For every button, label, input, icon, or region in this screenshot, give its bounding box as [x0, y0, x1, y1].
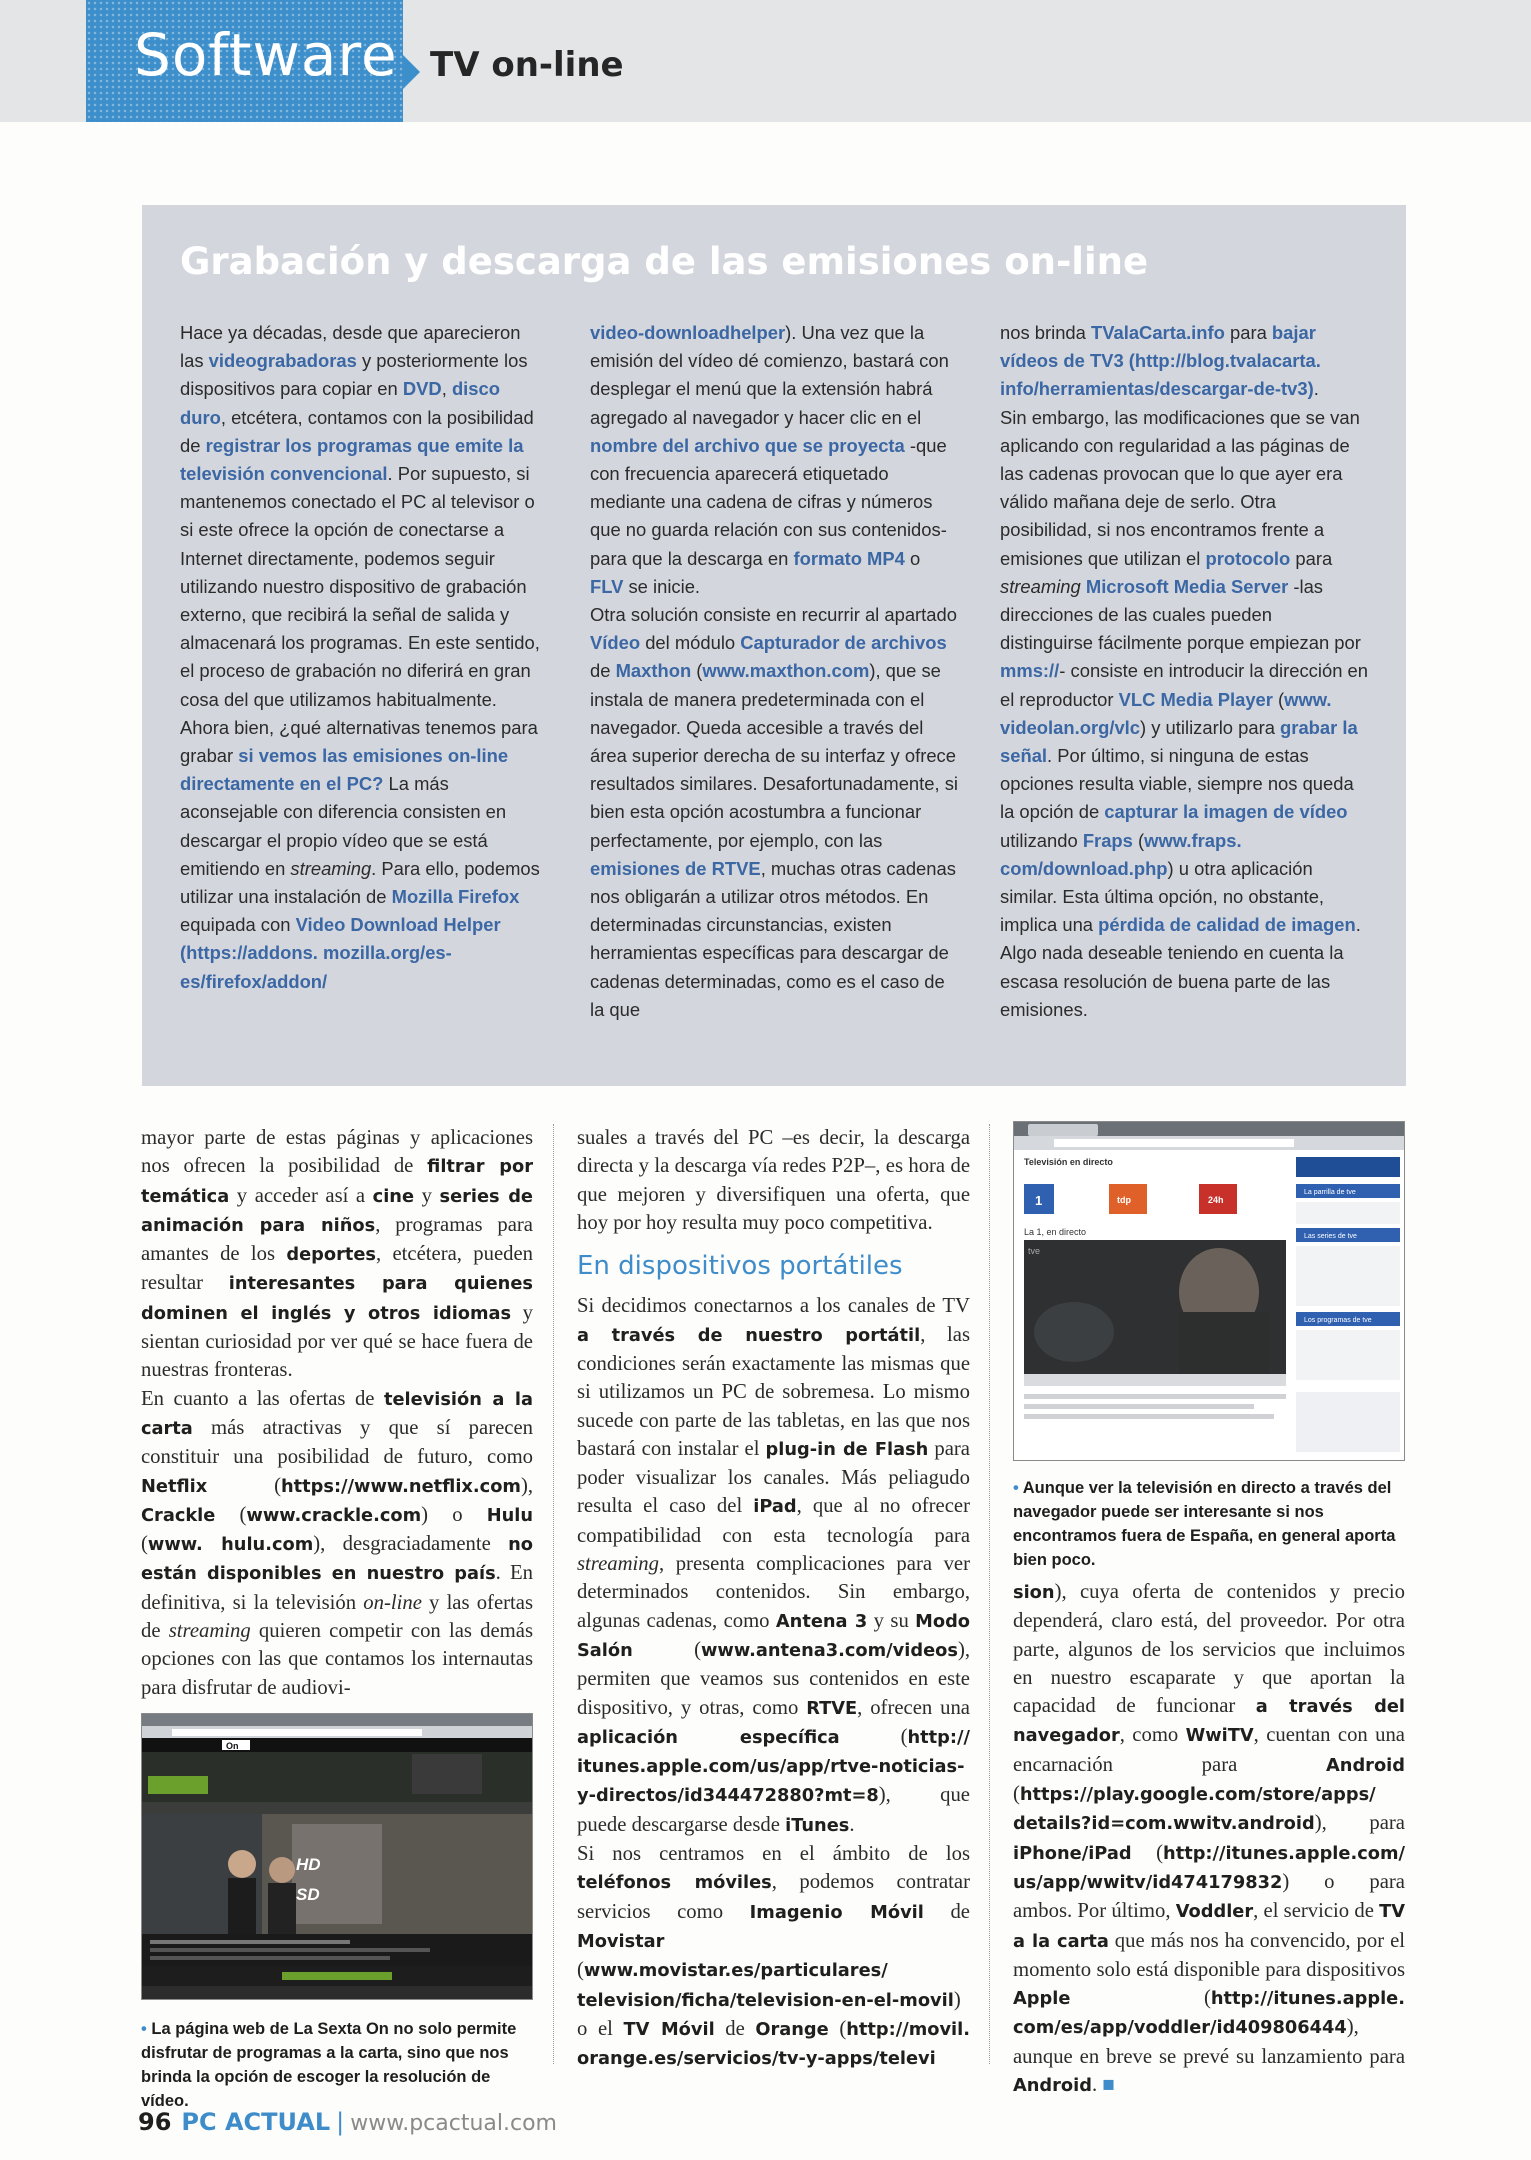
paragraph [577, 1124, 970, 1237]
text-run: ( [839, 1725, 908, 1748]
text-run: ), permiten que veamos sus contenidos en este dispositivo, y otras, como [577, 1638, 970, 1719]
bold-term: Imagenio Móvil [749, 1901, 924, 1923]
keyword: formato MP4 [793, 547, 905, 569]
page-footer [138, 2110, 557, 2135]
bold-term: interesantes para quienes dominen el inglés y otros idiomas [141, 1273, 533, 1324]
keyword: www.fraps. com/download.php [1000, 829, 1242, 879]
bold-term: https://play.google.com/store/apps/ details?id=com.wwitv.android [1013, 1784, 1376, 1835]
paragraph [180, 714, 548, 996]
text-run: ( [207, 1474, 281, 1497]
bold-term: www.antena3.com/videos [700, 1639, 958, 1661]
text-run: ( [828, 2017, 847, 2040]
bold-term: Hulu [486, 1504, 533, 1526]
bold-term: no están disponibles en nuestro país [141, 1534, 533, 1585]
text-run: ), cuya oferta de contenidos y precio dependerá, claro está, del proveedor. Por otra parte, algunos de los servicios que incluimos en nuestro escaparate y que aportan la capacidad de funcionar [1013, 1581, 1405, 1718]
keyword: TValaCarta.info [1091, 322, 1225, 343]
box-title: Grabación y descarga de las emisiones on-line [180, 240, 1149, 283]
section-arrow-icon [403, 55, 420, 89]
hd-option: HD [296, 1855, 321, 1874]
tve-channel-3: 24h [1208, 1195, 1224, 1205]
keyword: registrar los programas que emite la televisión convencional [180, 434, 524, 485]
keyword: Video Download Helper [295, 914, 501, 936]
keyword: Mozilla Firefox [391, 886, 520, 908]
magazine-name: PC ACTUAL [181, 2108, 331, 2136]
bold-term: cine [372, 1185, 415, 1207]
keyword: capturar la imagen de vídeo [1104, 801, 1348, 823]
caption-bullet-icon: • [1013, 1479, 1023, 1497]
text-run: equipada con [180, 914, 296, 936]
subsection-title: TV on-line [430, 45, 624, 85]
text-run: , que al no ofrecer compatibilidad con esta tecnología para [577, 1495, 970, 1547]
bold-term: sion [1013, 1582, 1055, 1603]
paragraph [1000, 319, 1368, 404]
article-column-2-intro [577, 1124, 970, 1237]
text-run: , programas para amantes de los [141, 1213, 533, 1266]
bold-term: Crackle [141, 1504, 216, 1526]
text-run: ), que se instala de manera predeterminada con el navegador. Queda accesible a través del área superior derecha de su interfaz y ofrece resultados similares. Desafortunadamente, si bien esta opción acostumbra a funcionar perfectamente, por ejemplo, con las [590, 660, 958, 851]
text-run: . Por último, si ninguna de estas opciones resulta viable, siempre nos queda la opción de [1000, 745, 1354, 823]
text-run: . Algo nada deseable teniendo en cuenta la escasa resolución de buena parte de las emisiones. [1000, 914, 1361, 1020]
text-run: y las ofertas de [141, 1591, 533, 1643]
bold-term: plug-in de Flash [765, 1438, 929, 1460]
bold-term: aplicación específica [577, 1726, 840, 1748]
italic-term: streaming [577, 1553, 659, 1576]
magazine-url: www.pcactual.com [350, 2111, 557, 2136]
sd-option: SD [296, 1885, 320, 1904]
bold-term: iPhone/iPad [1013, 1842, 1132, 1864]
text-run: de [714, 2017, 756, 2040]
italic-term: streaming [290, 857, 372, 879]
text-run: Sin embargo, las modificaciones que se van aplicando con regularidad a las páginas de las cadenas provocan que lo que ayer era válido mañana deje de serlo. Otra posibilidad, si nos encontramos frente a emisiones que utilizan el [1000, 406, 1360, 569]
text-run: , muchas otras cadenas nos obligarán a utilizar otros métodos. En determinadas circunstancias, existen herramientas específicas para descargar de cadenas determinadas, como es el caso de la que [590, 857, 956, 1020]
bold-term: http://itunes.apple.com/ us/app/wwitv/id474179832 [1013, 1842, 1405, 1893]
section-heading: En dispositivos portátiles [577, 1251, 903, 1282]
text-run: , etcétera, pueden resultar [141, 1243, 533, 1295]
text-run: . [1091, 2074, 1103, 2097]
text-run: - consiste en introducir la dirección en el reproductor [1000, 660, 1368, 710]
tve-screenshot [1013, 1121, 1405, 1461]
text-run: , ofrecen una [857, 1696, 970, 1719]
lasexta-caption [141, 2017, 533, 2113]
paragraph [590, 601, 958, 1024]
caption-bullet-icon: • [141, 2020, 152, 2038]
paragraph [180, 319, 548, 714]
paragraph [1000, 404, 1368, 1024]
column-divider [553, 1124, 554, 2064]
text-run: nos brinda [1000, 322, 1091, 343]
text-run: , podemos contratar servicios como [577, 1871, 970, 1923]
text-run: ( [1272, 688, 1285, 710]
tve-caption [1013, 1476, 1408, 1572]
keyword: Maxthon [615, 660, 692, 682]
keyword: bajar vídeos de TV3 [1000, 322, 1316, 372]
text-run: para [1224, 322, 1272, 343]
keyword: protocolo [1205, 547, 1291, 569]
keyword: video-downloadhelper [590, 322, 786, 343]
text-run: ( [141, 1533, 148, 1556]
text-run: o [904, 547, 921, 569]
keyword: Fraps [1082, 829, 1133, 851]
text-run: se inicie. [623, 575, 701, 597]
bold-term: Modo Salón [577, 1610, 971, 1661]
keyword: si vemos las emisiones on-line directamente en el PC? [180, 745, 509, 795]
text-run: -las direcciones de las cuales pueden distinguirse fácilmente porque empiezan por [1000, 575, 1361, 654]
text-run: ), que puede descargarse desde [577, 1784, 970, 1836]
tve-live-label: La 1, en directo [1024, 1227, 1087, 1237]
text-run: de [923, 1900, 970, 1923]
article-column-1 [141, 1124, 533, 1702]
text-run: y posteriormente los dispositivos para copiar en [180, 350, 528, 400]
bold-term: filtrar por temática [141, 1156, 533, 1207]
bold-term: TV Móvil [623, 2018, 715, 2040]
article-column-2 [577, 1124, 970, 2073]
bold-term: http://itunes.apple. com/es/app/voddler/id409806444 [1013, 1988, 1405, 2039]
text-run: más atractivas y que sí parecen constituir una posibilidad de futuro, como [141, 1416, 533, 1469]
keyword: VLC Media Player [1118, 688, 1273, 710]
bold-term: www. hulu.com [147, 1534, 314, 1556]
text-run: ), aunque en breve se prevé su lanzamiento para [1013, 2016, 1405, 2068]
keyword: disco duro [180, 378, 500, 428]
text-run: utilizando [1000, 829, 1083, 851]
sidebar-box [142, 205, 1406, 1086]
bold-term: televisión a la carta [141, 1388, 533, 1439]
bold-term: iPad [753, 1496, 797, 1518]
text-run: ( [1070, 1987, 1211, 2010]
end-mark-icon: ■ [1102, 2074, 1115, 2097]
text-run: ( [1132, 829, 1145, 851]
text-run: para poder visualizar los canales. Más peliagudo resulta el caso del [577, 1437, 970, 1518]
text-run: que más nos ha convencido, por el momento solo está disponible para dispositivos [1013, 1929, 1405, 1981]
text-run: ( [1013, 1783, 1020, 1806]
text-run: , presenta complicaciones para ver determinados contenidos. Sin embargo, algunas cadenas, como [577, 1553, 970, 1632]
text-run: ( [691, 660, 703, 682]
bold-term: www.movistar.es/particulares/ television/ficha/television-en-el-movil [577, 1960, 954, 2011]
text-run: quieren competir con las demás opciones con las que contamos los internautas para disfrutar de audiovi- [141, 1620, 533, 1699]
keyword: nombre del archivo que se proyecta [590, 434, 905, 456]
text-run: , [441, 378, 452, 400]
footer-separator: | [336, 2108, 345, 2136]
tve-logo: tve [1028, 1246, 1041, 1256]
text-run: ) o el [577, 1988, 961, 2040]
text-run: . Para ello, podemos utilizar una instalación de [180, 857, 540, 908]
text-run: ) o para ambos. Por último, [1013, 1870, 1405, 1923]
bold-term: a través de nuestro portátil [577, 1324, 921, 1346]
lasexta-caption-text: La página web de La Sexta On no solo permite disfrutar de programas a la carta, sino que nos brinda la opción de escoger la resolución de vídeo. [141, 2020, 517, 2110]
text-run: y acceder así a [229, 1184, 373, 1207]
bold-term: RTVE [806, 1697, 858, 1719]
article-column-2-body [577, 1292, 970, 2073]
keyword: grabar la señal [1000, 716, 1358, 767]
lasexta-screenshot-image [142, 1714, 533, 2000]
keyword: pérdida de calidad de imagen [1098, 914, 1356, 936]
bold-term: TV a la carta [1013, 1901, 1405, 1952]
text-run: ( [632, 1638, 701, 1661]
text-run: ), desgraciadamente [313, 1533, 509, 1556]
text-run: y sientan curiosidad por ver qué se hace fuera de nuestras fronteras. [141, 1301, 533, 1382]
bold-term: teléfonos móviles [577, 1872, 772, 1894]
paragraph [577, 1840, 970, 2073]
column-divider [989, 1124, 990, 2064]
text-run: de [590, 660, 616, 682]
text-run: ), [520, 1474, 533, 1497]
text-run: En cuanto a las ofertas de [141, 1387, 384, 1410]
bold-term: iTunes [785, 1814, 850, 1836]
tve-side-3: Los programas de tve [1304, 1317, 1372, 1324]
keyword: emisiones de RTVE [590, 857, 761, 879]
text-run: mayor parte de estas páginas y aplicaciones nos ofrecen la posibilidad de [141, 1127, 533, 1178]
keyword: Capturador de archivos [740, 632, 947, 654]
text-run: ( [1131, 1841, 1164, 1864]
section-title: Software [134, 21, 398, 89]
text-run: ) y utilizarlo para [1140, 716, 1281, 738]
keyword: mms:// [1000, 660, 1060, 682]
text-run: Ahora bien, ¿qué alternativas tenemos para grabar [180, 716, 538, 767]
keyword: www. videolan.org/vlc [1000, 688, 1332, 738]
text-run: , el servicio de [1253, 1900, 1380, 1923]
keyword: Microsoft Media Server [1085, 575, 1289, 597]
italic-term: streaming [1000, 575, 1081, 597]
lasexta-logo: On [226, 1741, 239, 1751]
bold-term: Orange [755, 2018, 829, 2040]
keyword: Vídeo [590, 632, 641, 654]
paragraph [577, 1292, 970, 1840]
text-run: -que con frecuencia aparecerá etiquetado mediante una cadena de cifras y números que no guarda relación con sus contenidos- para que la descarga en [590, 434, 947, 569]
text-run: ) u otra aplicación similar. Esta última opción, no obstante, implica una [1000, 857, 1325, 936]
bold-term: Android [1326, 1754, 1405, 1776]
keyword: videograbadoras [208, 350, 357, 372]
bold-term: deportes [286, 1244, 377, 1266]
text-run: Si decidimos conectarnos a los canales de TV [577, 1295, 970, 1318]
keyword: www.maxthon.com [702, 660, 870, 682]
text-run: para [1290, 547, 1333, 569]
text-run: , cuentan con una encarnación para [1013, 1724, 1405, 1776]
text-run: ( [215, 1503, 247, 1526]
box-column-3 [1000, 319, 1368, 1024]
text-run: Si nos centramos en el ámbito de los [577, 1843, 970, 1866]
page-number: 96 [138, 2108, 172, 2136]
bold-term: Antena 3 [775, 1610, 868, 1632]
text-run: , etcétera, contamos con la posibilidad de [180, 406, 534, 456]
paragraph [141, 1124, 533, 1385]
italic-term: streaming [168, 1620, 251, 1643]
bold-term: https://www.netflix.com [280, 1475, 521, 1497]
tve-channel-1: 1 [1035, 1193, 1043, 1208]
keyword: FLV [590, 575, 624, 597]
box-column-2 [590, 319, 958, 1024]
text-run: Hace ya décadas, desde que aparecieron las [180, 322, 521, 372]
tve-page-title: Televisión en directo [1024, 1157, 1113, 1167]
text-run: del módulo [640, 632, 741, 654]
text-run: , como [1119, 1724, 1186, 1747]
bold-term: http:// itunes.apple.com/us/app/rtve-noticias-y-directos/id344472880?mt=8 [577, 1726, 970, 1807]
text-run: suales a través del PC –es decir, la descarga directa y la descarga vía redes P2P–, es hora de que mejoren y diversifiquen una oferta, que hoy por hoy resulta muy poco competitiva. [577, 1127, 970, 1234]
text-run: ) o [421, 1503, 487, 1526]
bold-term: Voddler [1175, 1901, 1254, 1923]
text-run: y su [867, 1609, 916, 1632]
paragraph [590, 319, 958, 601]
paragraph [141, 1385, 533, 1702]
bold-term: www.crackle.com [246, 1504, 422, 1526]
keyword: DVD [402, 378, 442, 400]
text-run: ( [577, 1959, 584, 1982]
lasexta-screenshot [141, 1713, 533, 2000]
article-column-3 [1013, 1578, 1405, 2100]
text-run: La más aconsejable con diferencia consisten en descargar el propio vídeo que se está emitiendo en [180, 773, 507, 879]
text-run: , las condiciones serán exactamente las mismas que si utilizamos un PC de sobremesa. Lo mismo sucede con parte de las tabletas, en las que nos bastará con instalar el [577, 1323, 970, 1460]
tve-side-1: La parrilla de tve [1304, 1189, 1356, 1196]
text-run: . En definitiva, si la televisión [141, 1562, 533, 1614]
text-run: ), para [1314, 1812, 1405, 1835]
tve-caption-text: Aunque ver la televisión en directo a través del navegador puede ser interesante si nos encontramos fuera de España, en general aporta bien poco. [1013, 1479, 1396, 1569]
tve-screenshot-image [1014, 1122, 1405, 1461]
text-run: ). Una vez que la emisión del vídeo dé comienzo, bastará con desplegar el menú que la extensión habrá agregado al navegador y hacer clic en el [590, 322, 949, 428]
keyword: (http://blog.tvalacarta. info/herramientas/descargar-de-tv3) [1000, 350, 1321, 400]
tve-side-2: Las series de tve [1304, 1233, 1357, 1240]
bold-term: Android [1013, 2075, 1092, 2097]
text-run: Otra solución consiste en recurrir al apartado [590, 604, 957, 626]
italic-term: on-line [363, 1591, 422, 1614]
bold-term: a través del navegador [1013, 1696, 1406, 1747]
bold-term: Netflix [141, 1475, 208, 1497]
text-run: . [849, 1813, 855, 1836]
bold-term: Movistar [577, 1930, 665, 1952]
text-run: y [414, 1184, 440, 1207]
box-column-1 [180, 319, 548, 996]
text-run: . [1313, 378, 1319, 400]
tve-channel-2: tdp [1117, 1195, 1131, 1205]
text-run: . Por supuesto, si mantenemos conectado el PC al televisor o si este ofrece la opción de conectarse a Internet directamente, podemos seguir utilizando nuestro dispositivo de grabación externo, que recibirá la señal de salida y almacenará los programas. En este sentido, el proceso de grabación no diferirá en gran cosa del que utilizamos habitualmente. [180, 463, 540, 710]
bold-term: Apple [1013, 1988, 1071, 2010]
paragraph [1013, 1578, 1405, 2100]
bold-term: WwiTV [1185, 1725, 1254, 1747]
keyword: (https://addons. mozilla.org/es-es/firefox/addon/ [180, 942, 452, 992]
bold-term: series de animación para niños [141, 1185, 533, 1236]
bold-term: http://movil. orange.es/servicios/tv-y-apps/televi [577, 2018, 970, 2070]
